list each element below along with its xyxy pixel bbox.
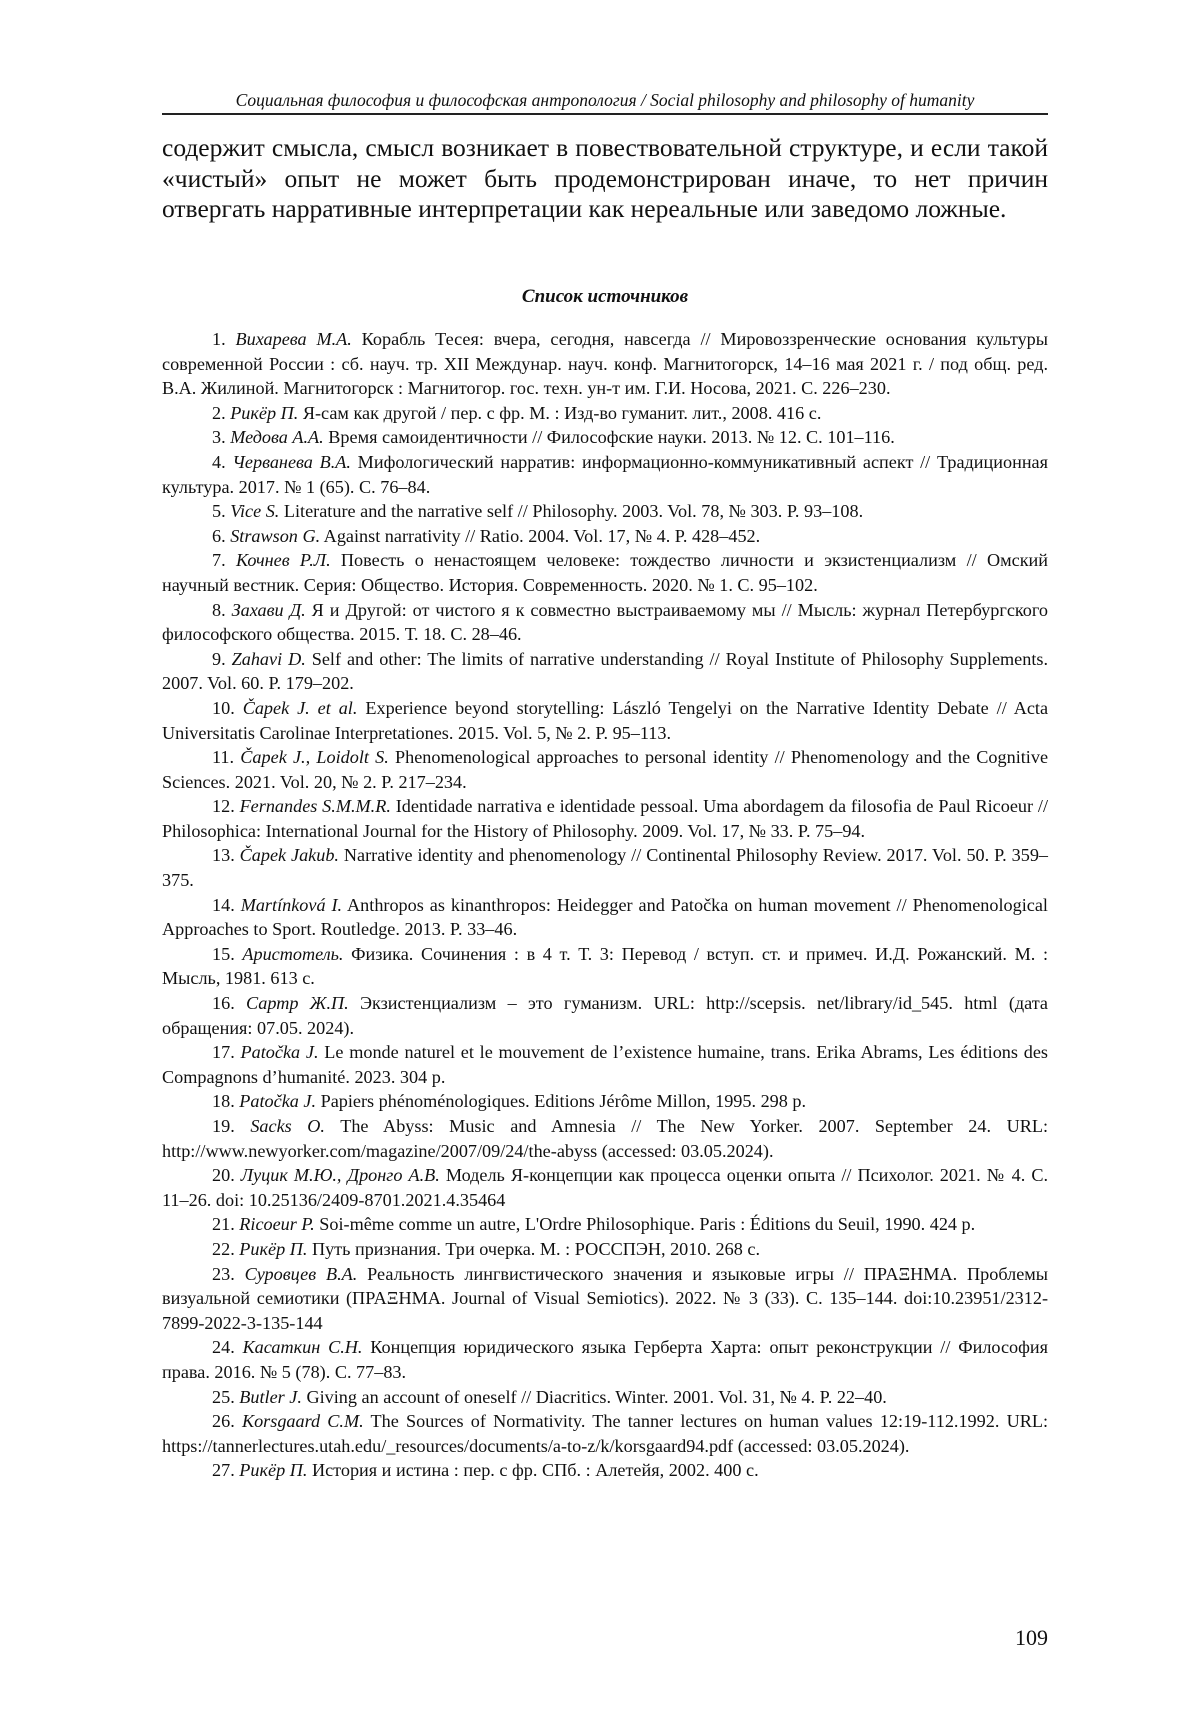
reference-number: 8. xyxy=(212,599,226,620)
reference-item xyxy=(162,1212,1048,1237)
reference-text: Корабль Тесея: вчера, сегодня, навсегда // Мировоззренческие основания культуры современной России : сб. науч. тр. XII Междунар. науч. конф. Магнитогорск, 14–16 мая 2021 г. / под общ. ред. В.А. Жилиной. Магнитогорск : Магнитогор. гос. техн. ун-т им. Г.И. Носова, 2021. С. 226–230. xyxy=(162,329,1048,399)
reference-item xyxy=(162,1089,1048,1114)
reference-text: Мифологический нарратив: информационно-коммуникативный аспект // Традиционная культура. 2017. № 1 (65). С. 76–84. xyxy=(162,451,1048,497)
reference-author: Strawson G. xyxy=(230,525,321,546)
reference-number: 4. xyxy=(212,451,226,472)
reference-number: 12. xyxy=(212,796,235,817)
reference-item xyxy=(162,745,1048,794)
reference-item xyxy=(162,598,1048,647)
reference-author: Касаткин С.Н. xyxy=(242,1337,363,1358)
reference-item xyxy=(162,548,1048,597)
reference-item xyxy=(162,524,1048,549)
reference-author: Patočka J. xyxy=(240,1042,319,1063)
reference-text: Реальность лингвистического значения и языковые игры // ΠΡΑΞΗΜΑ. Проблемы визуальной семиотики (ΠΡΑΞΗΜΑ. Journal of Visual Semiotics). 2022. № 3 (33). С. 135–144. doi:10.23951/2312-7899-2022-3-135-144 xyxy=(162,1263,1049,1333)
reference-text: Literature and the narrative self // Philosophy. 2003. Vol. 78, № 303. P. 93–108. xyxy=(279,501,864,522)
reference-item xyxy=(162,401,1048,426)
reference-text: Я и Другой: от чистого я к совместно выстраиваемому мы // Мысль: журнал Петербургского философского общества. 2015. Т. 18. С. 28–46. xyxy=(162,599,1049,645)
reference-author: Вихарева М.А. xyxy=(235,329,352,349)
reference-item xyxy=(162,1458,1048,1483)
reference-item xyxy=(162,893,1048,942)
reference-number: 10. xyxy=(212,697,235,718)
reference-author: Кочнев Р.Л. xyxy=(235,550,331,571)
reference-text: Повесть о ненастоящем человеке: тождество личности и экзистенциализм // Омский научный вестник. Серия: Общество. История. Современность. 2020. № 1. С. 95–102. xyxy=(162,550,1049,595)
reference-author: Patočka J. xyxy=(239,1091,317,1112)
reference-author: Sacks O. xyxy=(250,1116,325,1136)
reference-item xyxy=(162,991,1048,1040)
reference-number: 20. xyxy=(212,1165,235,1186)
reference-author: Čapek J. et al. xyxy=(242,697,358,718)
reference-text: Le monde naturel et le mouvement de l’existence humaine, trans. Erika Abrams, Les éditions des Compagnons d’humanité. 2023. 304 p. xyxy=(162,1042,1048,1087)
reference-item xyxy=(162,1262,1048,1336)
reference-author: Korsgaard C.M. xyxy=(241,1411,364,1432)
reference-item xyxy=(162,425,1048,450)
reference-item xyxy=(162,794,1048,843)
reference-number: 17. xyxy=(212,1042,235,1063)
reference-item xyxy=(162,1409,1048,1458)
reference-number: 23. xyxy=(212,1263,235,1284)
reference-text: Физика. Сочинения : в 4 т. Т. 3: Перевод / вступ. ст. и примеч. И.Д. Рожанский. М. : Мысль, 1981. 613 с. xyxy=(162,943,1048,989)
running-header: Социальная философия и философская антропология / Social philosophy and philosophy of humanity xyxy=(235,90,975,110)
reference-author: Аристотель. xyxy=(242,943,344,964)
reference-number: 5. xyxy=(212,501,226,522)
reference-item xyxy=(162,499,1048,524)
reference-text: История и истина : пер. с фр. СПб. : Алетейя, 2002. 400 с. xyxy=(307,1460,759,1481)
reference-item xyxy=(162,696,1048,745)
reference-text: Against narrativity // Ratio. 2004. Vol. 17, № 4. P. 428–452. xyxy=(320,525,761,546)
reference-text: Giving an account of oneself // Diacritics. Winter. 2001. Vol. 31, № 4. P. 22–40. xyxy=(301,1386,887,1407)
reference-number: 1. xyxy=(212,329,226,349)
reference-author: Рикёр П. xyxy=(239,1238,308,1259)
reference-number: 21. xyxy=(212,1214,235,1235)
reference-text: Narrative identity and phenomenology // Continental Philosophy Review. 2017. Vol. 50. P. 359–375. xyxy=(162,845,1048,891)
reference-item xyxy=(162,1385,1048,1410)
reference-number: 3. xyxy=(212,427,226,448)
reference-number: 27. xyxy=(212,1460,235,1481)
reference-number: 25. xyxy=(212,1386,235,1407)
reference-author: Čapek Jakub. xyxy=(239,845,339,866)
reference-author: Захави Д. xyxy=(231,599,306,620)
reference-number: 11. xyxy=(212,747,235,768)
reference-number: 19. xyxy=(212,1116,235,1136)
reference-text: Papiers phénoménologiques. Editions Jérôme Millon, 1995. 298 p. xyxy=(316,1091,807,1112)
reference-number: 16. xyxy=(212,993,235,1014)
reference-text: The Abyss: Music and Amnesia // The New Yorker. 2007. September 24. URL: http://www.newyorker.com/magazine/2007/09/24/the-abyss (accessed: 03.05.2024). xyxy=(162,1116,1049,1161)
reference-item xyxy=(162,327,1048,401)
reference-number: 13. xyxy=(212,845,235,866)
reference-number: 18. xyxy=(212,1091,235,1112)
references-list xyxy=(162,327,1048,1483)
reference-item xyxy=(162,942,1048,991)
reference-item xyxy=(162,647,1048,696)
reference-text: Я-сам как другой / пер. с фр. М. : Изд-во гуманит. лит., 2008. 416 с. xyxy=(298,402,822,423)
reference-item xyxy=(162,843,1048,892)
header-rule xyxy=(162,113,1048,115)
reference-author: Martínková I. xyxy=(240,894,343,915)
reference-author: Vice S. xyxy=(230,501,280,522)
reference-text: The Sources of Normativity. The tanner lectures on human values 12:19-112.1992. URL: https://tannerlectures.utah.edu/_resources/documents/a-to-z/k/korsgaard94.pdf (accessed: 03.05.2024). xyxy=(162,1411,1049,1456)
reference-author: Fernandes S.M.M.R. xyxy=(239,796,391,817)
reference-author: Медова А.А. xyxy=(230,427,324,448)
page-number: 109 xyxy=(1015,1625,1048,1650)
references-title: Список источников xyxy=(521,286,689,307)
reference-text: Время самоидентичности // Философские науки. 2013. № 12. С. 101–116. xyxy=(323,427,895,448)
reference-author: Čapek J., Loidolt S. xyxy=(240,747,389,768)
reference-author: Рикёр П. xyxy=(230,402,299,423)
reference-author: Луцик М.Ю., Дронго А.В. xyxy=(240,1165,440,1186)
reference-item xyxy=(162,1114,1048,1163)
reference-text: Экзистенциализм – это гуманизм. URL: http://scepsis. net/library/id_545. html (дата обращения: 07.05. 2024). xyxy=(162,993,1049,1038)
reference-author: Butler J. xyxy=(239,1386,302,1407)
reference-author: Суровцев В.А. xyxy=(244,1263,358,1284)
reference-item xyxy=(162,1335,1048,1384)
reference-number: 9. xyxy=(212,648,226,669)
reference-number: 26. xyxy=(212,1411,235,1432)
reference-author: Черванева В.А. xyxy=(232,451,351,472)
reference-text: Self and other: The limits of narrative understanding // Royal Institute of Philosophy Supplements. 2007. Vol. 60. P. 179–202. xyxy=(162,648,1049,694)
reference-author: Рикёр П. xyxy=(239,1460,308,1481)
reference-item xyxy=(162,450,1048,499)
reference-number: 14. xyxy=(212,894,235,915)
reference-number: 7. xyxy=(212,550,226,571)
reference-text: Soi-même comme un autre, L'Ordre Philosophique. Paris : Éditions du Seuil, 1990. 424 p. xyxy=(314,1214,976,1235)
reference-number: 6. xyxy=(212,525,226,546)
reference-author: Сартр Ж.П. xyxy=(246,993,349,1014)
reference-text: Identidade narrativa e identidade pessoal. Uma abordagem da filosofia de Paul Ricoeur // Philosophica: International Journal for the History of Philosophy. 2009. Vol. 17, № 33. P. 75–94. xyxy=(162,796,1048,841)
intro-paragraph: содержит смысла, смысл возникает в повествовательной структуре, и если такой «чистый» опыт не может быть продемонстрирован иначе, то нет причин отвергать нарративные интерпретации как нереальные или заведомо ложные. xyxy=(162,133,1048,223)
reference-item xyxy=(162,1163,1048,1212)
reference-author: Zahavi D. xyxy=(231,648,306,669)
reference-item xyxy=(162,1040,1048,1089)
reference-item xyxy=(162,1237,1048,1262)
reference-text: Модель Я-концепции как процесса оценки опыта // Психолог. 2021. № 4. С. 11–26. doi: 10.25136/2409-8701.2021.4.35464 xyxy=(162,1165,1049,1210)
reference-text: Experience beyond storytelling: László Tengelyi on the Narrative Identity Debate // Acta Universitatis Carolinae Interpretationes. 2015. Vol. 5, № 2. P. 95–113. xyxy=(162,697,1049,743)
reference-text: Phenomenological approaches to personal identity // Phenomenology and the Cognitive Sciences. 2021. Vol. 20, № 2. P. 217–234. xyxy=(162,747,1049,792)
reference-author: Ricoeur P. xyxy=(239,1214,315,1235)
reference-number: 22. xyxy=(212,1238,235,1259)
reference-number: 15. xyxy=(212,943,235,964)
reference-text: Anthropos as kinanthropos: Heidegger and Patočka on human movement // Phenomenological Approaches to Sport. Routledge. 2013. P. 33–46. xyxy=(162,894,1048,940)
reference-text: Путь признания. Три очерка. М. : РОССПЭН, 2010. 268 с. xyxy=(307,1238,760,1259)
reference-text: Концепция юридического языка Герберта Харта: опыт реконструкции // Философия права. 2016. № 5 (78). С. 77–83. xyxy=(162,1337,1049,1382)
reference-number: 2. xyxy=(212,402,226,423)
reference-number: 24. xyxy=(212,1337,235,1358)
